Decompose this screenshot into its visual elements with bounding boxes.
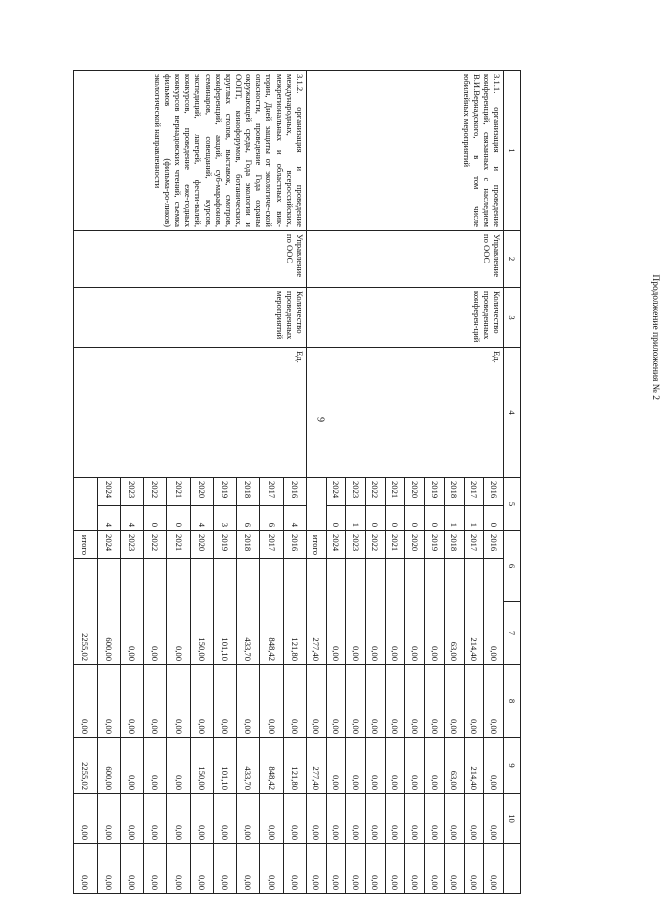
table-frame	[73, 70, 521, 893]
col-header-7: 7	[504, 602, 521, 665]
year-cell: 2016	[484, 478, 504, 506]
local-amount: 0,00	[167, 794, 190, 844]
local-amount: 0,00	[425, 794, 445, 844]
local-amount: 0,00	[283, 794, 306, 844]
other-amount: 0,00	[74, 844, 98, 894]
regional-amount: 2255,02	[74, 738, 98, 794]
local-amount: 0,00	[444, 794, 464, 844]
target-value: 0	[484, 506, 504, 531]
col-header-9: 9	[504, 738, 521, 794]
total-amount: 277,40	[306, 559, 326, 665]
total-amount: 433,70	[237, 559, 260, 665]
year-cell: 2016	[283, 478, 306, 506]
year-cell: 2019	[213, 531, 236, 559]
total-amount: 214,40	[464, 559, 484, 665]
other-amount: 0,00	[260, 844, 283, 894]
regional-amount: 101,10	[213, 738, 236, 794]
regional-amount: 0,00	[167, 738, 190, 794]
year-cell: 2017	[464, 478, 484, 506]
federal-amount: 0,00	[97, 665, 120, 738]
other-amount: 0,00	[346, 844, 366, 894]
total-label: итого	[74, 531, 98, 559]
year-cell: 2020	[405, 531, 425, 559]
total-amount: 0,00	[120, 559, 143, 665]
local-amount: 0,00	[237, 794, 260, 844]
federal-amount: 0,00	[464, 665, 484, 738]
year-cell: 2020	[190, 478, 213, 506]
local-amount: 0,00	[385, 794, 405, 844]
local-amount: 0,00	[464, 794, 484, 844]
total-amount: 600,00	[97, 559, 120, 665]
col-header-5: 5	[504, 478, 521, 531]
local-amount: 0,00	[213, 794, 236, 844]
target-value: 0	[326, 506, 346, 531]
regional-amount: 0,00	[484, 738, 504, 794]
year-cell: 2022	[144, 531, 167, 559]
col-header-1: 1	[504, 71, 521, 231]
target-value: 4	[190, 506, 213, 531]
local-amount: 0,00	[484, 794, 504, 844]
target-value: 0	[365, 506, 385, 531]
empty-cell	[74, 478, 98, 531]
federal-amount: 0,00	[346, 665, 366, 738]
other-amount: 0,00	[283, 844, 306, 894]
regional-amount: 63,00	[444, 738, 464, 794]
rotated-page	[73, 70, 521, 893]
year-cell: 2019	[425, 478, 445, 506]
target-value: 0	[425, 506, 445, 531]
other-amount: 0,00	[120, 844, 143, 894]
regional-amount: 0,00	[144, 738, 167, 794]
federal-amount: 0,00	[213, 665, 236, 738]
total-amount: 63,00	[444, 559, 464, 665]
year-cell: 2018	[237, 531, 260, 559]
target-value: 1	[444, 506, 464, 531]
year-cell: 2020	[405, 478, 425, 506]
federal-amount: 0,00	[260, 665, 283, 738]
total-amount: 848,42	[260, 559, 283, 665]
col-header-2: 2	[504, 231, 521, 288]
local-amount: 0,00	[144, 794, 167, 844]
federal-amount: 0,00	[405, 665, 425, 738]
empty-cell	[306, 478, 326, 531]
other-amount: 0,00	[405, 844, 425, 894]
federal-amount: 0,00	[283, 665, 306, 738]
table-body	[74, 71, 504, 894]
year-cell: 2020	[190, 531, 213, 559]
other-amount: 0,00	[484, 844, 504, 894]
total-amount: 0,00	[167, 559, 190, 665]
other-amount: 0,00	[444, 844, 464, 894]
year-cell: 2022	[144, 478, 167, 506]
year-cell: 2023	[120, 478, 143, 506]
unit-cell: Ед.	[74, 348, 307, 478]
other-amount: 0,00	[385, 844, 405, 894]
local-amount: 0,00	[346, 794, 366, 844]
target-value: 0	[144, 506, 167, 531]
col-header-4: 4	[504, 348, 521, 478]
federal-amount: 0,00	[167, 665, 190, 738]
target-value: 0	[405, 506, 425, 531]
total-amount: 2255,02	[74, 559, 98, 665]
col-header-6: 6	[504, 531, 521, 602]
other-amount: 0,00	[326, 844, 346, 894]
total-amount: 0,00	[326, 559, 346, 665]
total-amount: 0,00	[484, 559, 504, 665]
federal-amount: 0,00	[425, 665, 445, 738]
federal-amount: 0,00	[385, 665, 405, 738]
local-amount: 0,00	[74, 794, 98, 844]
indicator-cell: Количество проведенных мероприятий	[74, 288, 307, 348]
col-header-10: 10	[504, 794, 521, 844]
total-amount: 101,10	[213, 559, 236, 665]
total-amount: 150,00	[190, 559, 213, 665]
local-amount: 0,00	[97, 794, 120, 844]
year-cell: 2022	[365, 531, 385, 559]
header-row	[504, 71, 521, 894]
target-value: 0	[385, 506, 405, 531]
federal-amount: 0,00	[306, 665, 326, 738]
year-cell: 2024	[326, 478, 346, 506]
other-amount: 0,00	[97, 844, 120, 894]
year-cell: 2016	[484, 531, 504, 559]
federal-amount: 0,00	[120, 665, 143, 738]
regional-amount: 0,00	[326, 738, 346, 794]
target-value: 1	[464, 506, 484, 531]
total-amount: 0,00	[144, 559, 167, 665]
target-value: 4	[97, 506, 120, 531]
col-header-3: 3	[504, 288, 521, 348]
federal-amount: 0,00	[144, 665, 167, 738]
year-cell: 2017	[464, 531, 484, 559]
year-cell: 2019	[213, 478, 236, 506]
target-value: 6	[237, 506, 260, 531]
federal-amount: 0,00	[484, 665, 504, 738]
program-table	[73, 70, 521, 894]
regional-amount: 150,00	[190, 738, 213, 794]
total-label: итого	[306, 531, 326, 559]
other-amount: 0,00	[190, 844, 213, 894]
table-row	[484, 71, 504, 894]
regional-amount: 848,42	[260, 738, 283, 794]
col-header-8: 8	[504, 665, 521, 738]
year-cell: 2019	[425, 531, 445, 559]
federal-amount: 0,00	[74, 665, 98, 738]
year-cell: 2021	[385, 531, 405, 559]
year-cell: 2018	[237, 478, 260, 506]
target-value: 3	[213, 506, 236, 531]
year-cell: 2024	[97, 478, 120, 506]
other-amount: 0,00	[365, 844, 385, 894]
year-cell: 2024	[97, 531, 120, 559]
year-cell: 2017	[260, 478, 283, 506]
total-amount: 0,00	[425, 559, 445, 665]
total-amount: 0,00	[365, 559, 385, 665]
year-cell: 2023	[120, 531, 143, 559]
regional-amount: 0,00	[425, 738, 445, 794]
executor-cell: Управление по ООС	[306, 231, 503, 288]
year-cell: 2021	[167, 531, 190, 559]
regional-amount: 214,40	[464, 738, 484, 794]
year-cell: 2018	[444, 478, 464, 506]
local-amount: 0,00	[405, 794, 425, 844]
regional-amount: 0,00	[365, 738, 385, 794]
regional-amount: 0,00	[120, 738, 143, 794]
total-amount: 0,00	[346, 559, 366, 665]
year-cell: 2024	[326, 531, 346, 559]
activity-description: 3.1.2. организация и проведение международных, всероссийских, межрегиональных и областных вик-торин, Дней защиты от экологиче-ской опасности, проведение Года охраны окружающей среды, Года экологии и ООПТ, кинофорумов, ботанических, круглых столов, выставок, смотров, конференций, акций, суб-марафонов, семинаров, совещаний, курсов, экспедиций, лагерей, фести-валей, конкурсов, проведение еже-годных конкурсов вернадовских чтений, съемка фильмов (фильма-ро-ликов) экологической направленности	[74, 71, 307, 231]
regional-amount: 0,00	[385, 738, 405, 794]
regional-amount: 277,40	[306, 738, 326, 794]
local-amount: 0,00	[260, 794, 283, 844]
federal-amount: 0,00	[326, 665, 346, 738]
regional-amount: 0,00	[346, 738, 366, 794]
table-row	[283, 71, 306, 894]
activity-description: 3.1.1. организация и проведение конференций, связанных с наследием В.И.Вернадского, в том числе юбилейных мероприятий	[306, 71, 503, 231]
federal-amount: 0,00	[444, 665, 464, 738]
target-value: 0	[167, 506, 190, 531]
target-value: 4	[120, 506, 143, 531]
target-value: 6	[260, 506, 283, 531]
year-cell: 2016	[283, 531, 306, 559]
total-amount: 121,80	[283, 559, 306, 665]
regional-amount: 0,00	[405, 738, 425, 794]
total-amount: 0,00	[385, 559, 405, 665]
other-amount: 0,00	[425, 844, 445, 894]
local-amount: 0,00	[120, 794, 143, 844]
year-cell: 2017	[260, 531, 283, 559]
year-cell: 2022	[365, 478, 385, 506]
other-amount: 0,00	[306, 844, 326, 894]
year-cell: 2018	[444, 531, 464, 559]
regional-amount: 121,80	[283, 738, 306, 794]
regional-amount: 600,00	[97, 738, 120, 794]
local-amount: 0,00	[190, 794, 213, 844]
other-amount: 0,00	[237, 844, 260, 894]
target-value: 1	[346, 506, 366, 531]
unit-cell: Ед.	[306, 348, 503, 478]
local-amount: 0,00	[306, 794, 326, 844]
year-cell: 2021	[167, 478, 190, 506]
page-number: 9	[314, 417, 326, 422]
local-amount: 0,00	[365, 794, 385, 844]
regional-amount: 433,70	[237, 738, 260, 794]
federal-amount: 0,00	[237, 665, 260, 738]
total-amount: 0,00	[405, 559, 425, 665]
federal-amount: 0,00	[365, 665, 385, 738]
col-header-spare	[504, 844, 521, 894]
year-cell: 2021	[385, 478, 405, 506]
target-value: 4	[283, 506, 306, 531]
indicator-cell: Количество проведенных конферен-ций	[306, 288, 503, 348]
other-amount: 0,00	[464, 844, 484, 894]
local-amount: 0,00	[326, 794, 346, 844]
other-amount: 0,00	[213, 844, 236, 894]
year-cell: 2023	[346, 478, 366, 506]
appendix-caption: Продолжение приложения № 2	[650, 274, 660, 400]
other-amount: 0,00	[167, 844, 190, 894]
other-amount: 0,00	[144, 844, 167, 894]
executor-cell: Управление по ООС	[74, 231, 307, 288]
year-cell: 2023	[346, 531, 366, 559]
federal-amount: 0,00	[190, 665, 213, 738]
